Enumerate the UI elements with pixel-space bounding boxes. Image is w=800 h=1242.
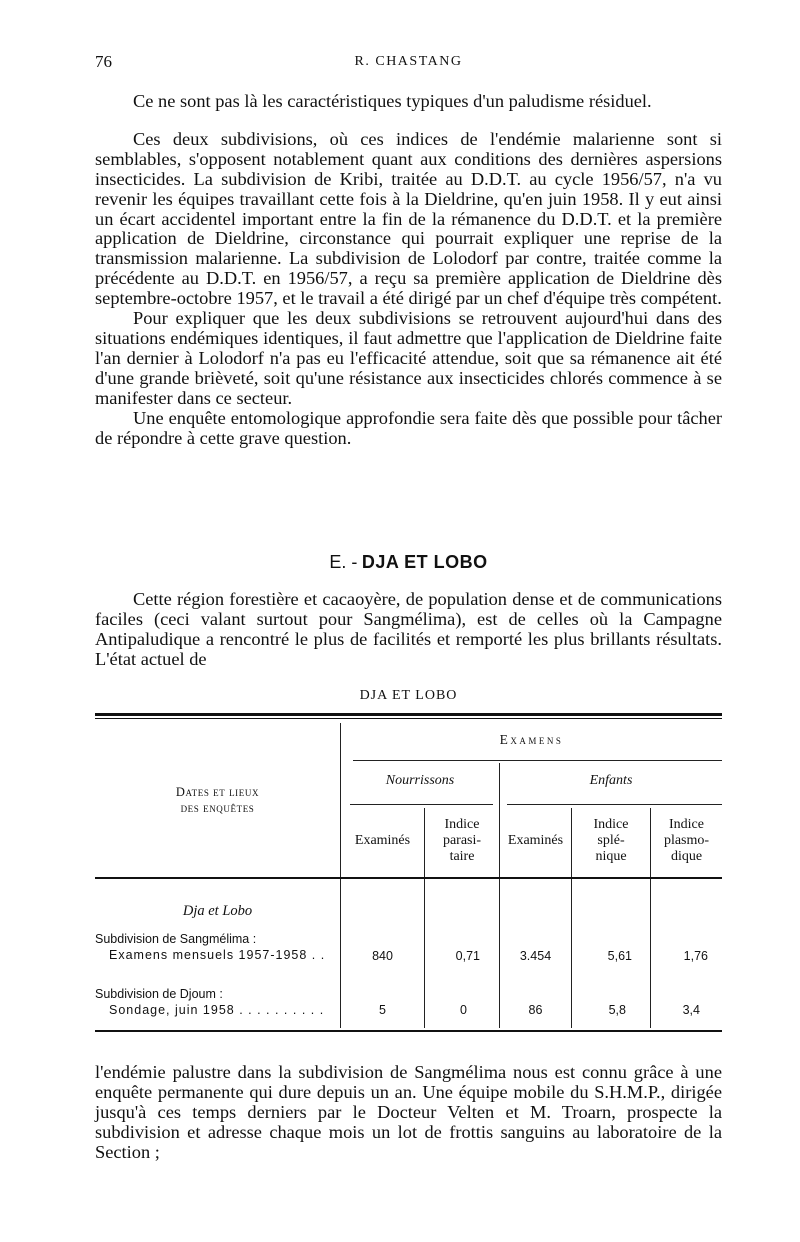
closing-text <box>95 1063 722 1163</box>
table-cell: 840 <box>372 949 393 963</box>
table-cell: 0 <box>460 1003 467 1017</box>
column-header <box>572 817 650 865</box>
row-label-line: Examens mensuels 1957-1958 . . <box>109 948 326 962</box>
stub-header-line: Dates et lieux <box>175 785 260 799</box>
column-header <box>651 817 722 865</box>
column-header-line: dique <box>670 849 703 864</box>
column-header-line: Examinés <box>354 833 411 848</box>
section-number: E. - <box>329 552 358 572</box>
column-header-line: Indice <box>444 817 480 832</box>
table-top-rule-thin <box>95 718 722 719</box>
row-label <box>95 986 340 1018</box>
table-bottom-rule <box>95 1030 722 1032</box>
paragraph: l'endémie palustre dans la subdivision de Sangmélima nous est connu grâce à une enquête permanente qui dure depuis un an. Une équipe mobile du S.H.M.P., dirigée jusqu'à ces temps derniers par le Docteur Velten et M. Troarn, prospecte la subdivision et adresse chaque mois un lot de frottis sanguins au laboratoire de la Section ; <box>95 1062 722 1162</box>
column-header <box>425 817 499 865</box>
stub-header-line: des enquêtes <box>180 801 255 815</box>
table-cell: 1,76 <box>683 949 708 963</box>
table-cell: 5,61 <box>607 949 632 963</box>
paragraph: Cette région forestière et cacaoyère, de population dense et de communications faciles (ceci valant surtout pour Sangmélima), est de celles où la Campagne Antipaludique a rencontré le plus de facilités et remporté les plus brillants résultats. L'état actuel de <box>95 589 722 669</box>
subgroup-enfants: Enfants <box>589 773 633 788</box>
column-header <box>500 833 571 849</box>
column-header-line: taire <box>449 849 475 864</box>
running-head: R. CHASTANG <box>354 54 463 69</box>
header-bottom-rule <box>95 877 722 879</box>
column-header-line: nique <box>595 849 627 864</box>
body-text-top <box>95 92 722 448</box>
subgroup-rule <box>507 804 722 805</box>
column-divider <box>340 723 341 1028</box>
column-divider <box>499 763 500 1028</box>
subgroup-nourrissons: Nourrissons <box>385 773 455 788</box>
row-label-line: Subdivision de Sangmélima : <box>95 932 257 946</box>
paragraph: Pour expliquer que les deux subdivisions se retrouvent aujourd'hui dans des situations endémiques identiques, il faut admettre que l'application de Dieldrine faite l'an dernier à Lolodorf n'a pas eu l'efficacité attendue, soit que sa rémanence ait été d'une grande brièveté, soit qu'une résistance aux insecticides chlorés commence à se manifester dans ce secteur. <box>95 308 722 408</box>
page-header <box>95 52 722 76</box>
paragraph: Une enquête entomologique approfondie sera faite dès que possible pour tâcher de répondre à cette grave question. <box>95 407 722 448</box>
table-cell: 3.454 <box>519 949 552 963</box>
header-rule <box>353 760 722 761</box>
column-header-line: parasi- <box>442 833 482 848</box>
column-header-line: Indice <box>593 817 629 832</box>
section-text <box>95 590 722 670</box>
paragraph: Ces deux subdivisions, où ces indices de l'endémie malarienne sont si semblables, s'opposent notablement quant aux conditions des dernières aspersions insecticides. La subdivision de Kribi, traitée au D.D.T. au cycle 1956/57, n'a vu revenir les équipes travaillant cette fois à la Dieldrine, qu'en juin 1958. Il y eut ainsi un écart accidentel important entre la fin de la rémanence du D.D.T. et la première application de Dieldrine, circonstance qui pourrait expliquer une reprise de la transmission malarienne. La subdivision de Lolodorf par contre, traitée comme la précédente au D.D.T. en 1956/57, a reçu sa première application de Dieldrine dès septembre-octobre 1957, et le travail a été dirigé par un chef d'équipe très compétent. <box>95 128 722 309</box>
column-header-line: plasmo- <box>663 833 710 848</box>
column-header-line: Examinés <box>507 833 564 848</box>
column-header <box>341 833 424 849</box>
row-label-line: Sondage, juin 1958 . . . . . . . . . . <box>109 1003 325 1017</box>
paragraph: Ce ne sont pas là les caractéristiques typiques d'un paludisme résiduel. <box>133 91 652 111</box>
table-caption: DJA ET LOBO <box>359 688 458 703</box>
page-number: 76 <box>95 52 112 71</box>
row-label-line: Subdivision de Djoum : <box>95 987 223 1001</box>
section-heading <box>95 552 722 573</box>
table-cell: 5,8 <box>608 1003 626 1017</box>
data-table <box>95 713 722 1038</box>
table-cell: 5 <box>379 1003 386 1017</box>
table-top-rule <box>95 713 722 716</box>
table-cell: 86 <box>528 1003 543 1017</box>
group-header: Examens <box>499 732 564 747</box>
stub-header <box>95 784 340 816</box>
column-header-line: Indice <box>669 817 704 832</box>
table-cell: 3,4 <box>682 1003 700 1017</box>
subgroup-rule <box>350 804 493 805</box>
column-header-line: splé- <box>597 833 625 848</box>
section-title: DJA ET LOBO <box>361 552 488 572</box>
table-cell: 0,71 <box>455 949 480 963</box>
row-label <box>95 931 340 963</box>
region-label: Dja et Lobo <box>182 903 253 919</box>
